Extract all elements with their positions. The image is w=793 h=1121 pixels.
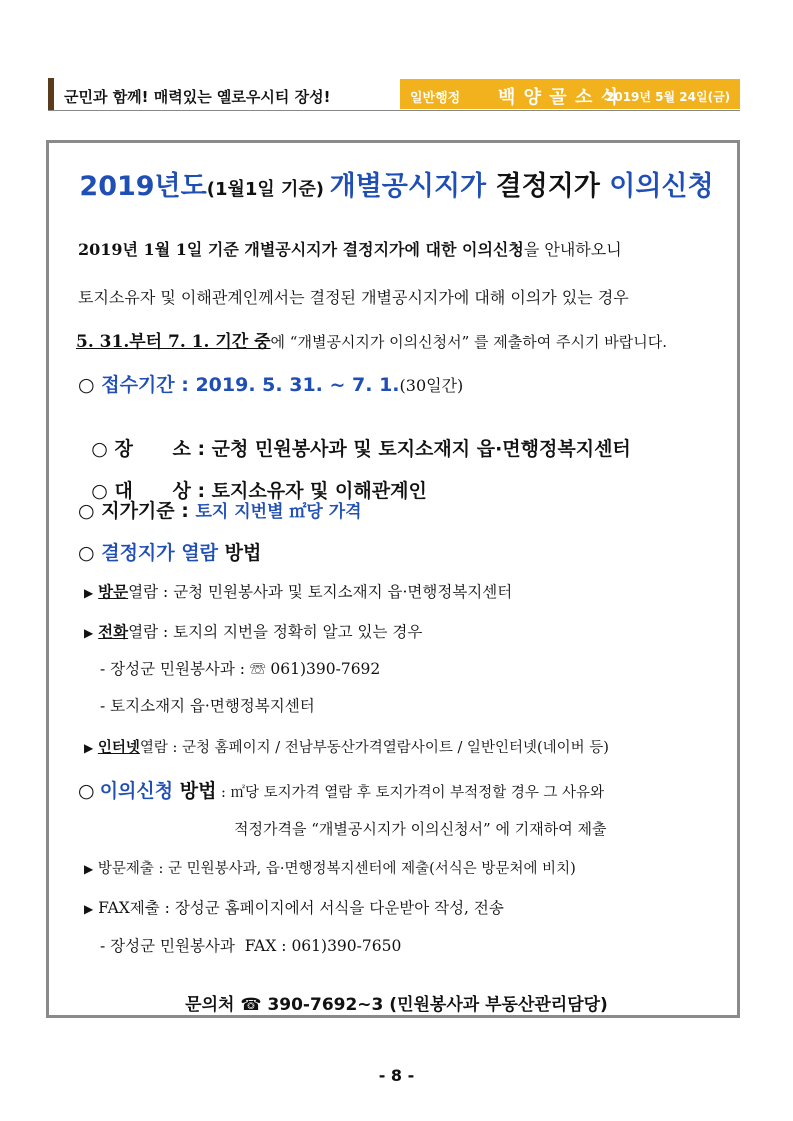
header-date: 2019년 5월 24일(금) <box>606 90 731 104</box>
circle-bullet-icon: ○ <box>78 780 95 802</box>
intro-line-1-rest: 을 안내하오니 <box>523 240 622 259</box>
header-accent-bar <box>48 78 54 110</box>
objection-text-1: : ㎡당 토지가격 열람 후 토지가격이 부적정할 경우 그 사유와 <box>216 785 605 801</box>
viewing-visit-key: 방문 <box>98 582 129 601</box>
viewing-label: 결정지가 열람 <box>101 542 218 564</box>
viewing-visit-text: 열람 : 군청 민원봉사과 및 토지소재지 읍·면행정복지센터 <box>128 583 513 601</box>
header-divider <box>48 110 740 111</box>
title-middle: 결정지가 <box>486 171 610 202</box>
objection-fax-text: FAX제출 : 장성군 홈페이지에서 서식을 다운받아 작성, 전송 <box>98 899 504 917</box>
objection-visit-text: 방문제출 : 군 민원봉사과, 읍·면행정복지센터에 제출(서식은 방문처에 비치) <box>97 861 576 877</box>
triangle-bullet-icon: ▶ <box>84 862 94 876</box>
viewing-internet-text: 열람 : 군청 홈페이지 / 전남부동산가격열람사이트 / 일반인터넷(네이버 등) <box>139 740 609 756</box>
title-base-date: (1월1일 기준) <box>206 179 325 200</box>
intro-line-3-bold: 5. 31.부터 7. 1. 기간 중 <box>76 332 271 352</box>
notice-box <box>46 140 740 1018</box>
viewing-phone <box>84 620 422 642</box>
triangle-bullet-icon: ▶ <box>84 741 94 755</box>
header-newsletter-name: 백 양 골 소 식 <box>498 87 620 108</box>
objection-fax <box>84 896 504 918</box>
notice-title <box>0 164 793 203</box>
item-basis <box>78 496 362 523</box>
title-action: 이의신청 <box>609 171 714 202</box>
period-note: (30일간) <box>399 376 464 395</box>
intro-line-3 <box>76 327 667 352</box>
title-year: 2019년도 <box>79 171 207 202</box>
viewing-internet-key: 인터넷 <box>97 739 140 756</box>
viewing-label-rest: 방법 <box>217 542 262 564</box>
title-subject: 개별공시지가 <box>329 171 487 202</box>
header-banner <box>400 79 740 109</box>
intro-line-2: 토지소유자 및 이해관계인께서는 결정된 개별공시지가에 대해 이의가 있는 경우 <box>78 288 629 307</box>
objection-label-rest: 방법 <box>173 780 217 802</box>
intro-line-1-bold: 2019년 1월 1일 기준 개별공시지가 결정지가에 대한 이의신청 <box>78 240 524 259</box>
circle-bullet-icon: ○ <box>78 542 95 564</box>
viewing-phone-text: 열람 : 토지의 지번을 정확히 알고 있는 경우 <box>128 623 423 641</box>
triangle-bullet-icon: ▶ <box>84 626 94 640</box>
target-label: 대 상 : 토지소유자 및 이해관계인 <box>114 480 427 502</box>
circle-bullet-icon: ○ <box>91 438 108 460</box>
item-objection <box>78 776 604 803</box>
objection-text-2: 적정가격을 “개별공시지가 이의신청서” 에 기재하여 제출 <box>234 820 607 838</box>
viewing-visit <box>84 580 512 602</box>
viewing-phone-key: 전화 <box>98 622 129 641</box>
intro-line-1 <box>78 237 622 260</box>
viewing-internet <box>84 736 609 757</box>
item-period <box>78 370 463 397</box>
circle-bullet-icon: ○ <box>91 480 108 502</box>
period-label: 접수기간 : 2019. 5. 31. ~ 7. 1. <box>101 374 400 396</box>
header-slogan: 군민과 함께! 매력있는 옐로우시티 장성! <box>64 88 331 106</box>
viewing-phone-contact: - 장성군 민원봉사과 : ☏ 061)390-7692 <box>100 660 381 678</box>
place-label: 장 소 : 군청 민원봉사과 및 토지소재지 읍·면행정복지센터 <box>114 438 631 460</box>
basis-label: 지가기준 : <box>101 500 196 522</box>
item-viewing <box>78 538 261 565</box>
objection-fax-number: - 장성군 민원봉사과 FAX : 061)390-7650 <box>100 937 402 955</box>
circle-bullet-icon: ○ <box>78 500 95 522</box>
basis-value: 토지 지번별 ㎡당 가격 <box>195 502 362 522</box>
objection-label: 이의신청 <box>99 780 174 802</box>
contact-info: 문의처 ☎ 390-7692~3 (민원봉사과 부동산관리담당) <box>185 995 608 1015</box>
objection-visit <box>84 857 576 878</box>
page-number: - 8 - <box>378 1066 415 1085</box>
viewing-phone-office: - 토지소재지 읍·면행정복지센터 <box>100 697 315 715</box>
intro-line-3-rest: 에 “개별공시지가 이의신청서” 를 제출하여 주시기 바랍니다. <box>270 333 668 351</box>
triangle-bullet-icon: ▶ <box>84 902 94 916</box>
triangle-bullet-icon: ▶ <box>84 586 94 600</box>
circle-bullet-icon: ○ <box>78 374 95 396</box>
header-category: 일반행정 <box>410 91 461 106</box>
